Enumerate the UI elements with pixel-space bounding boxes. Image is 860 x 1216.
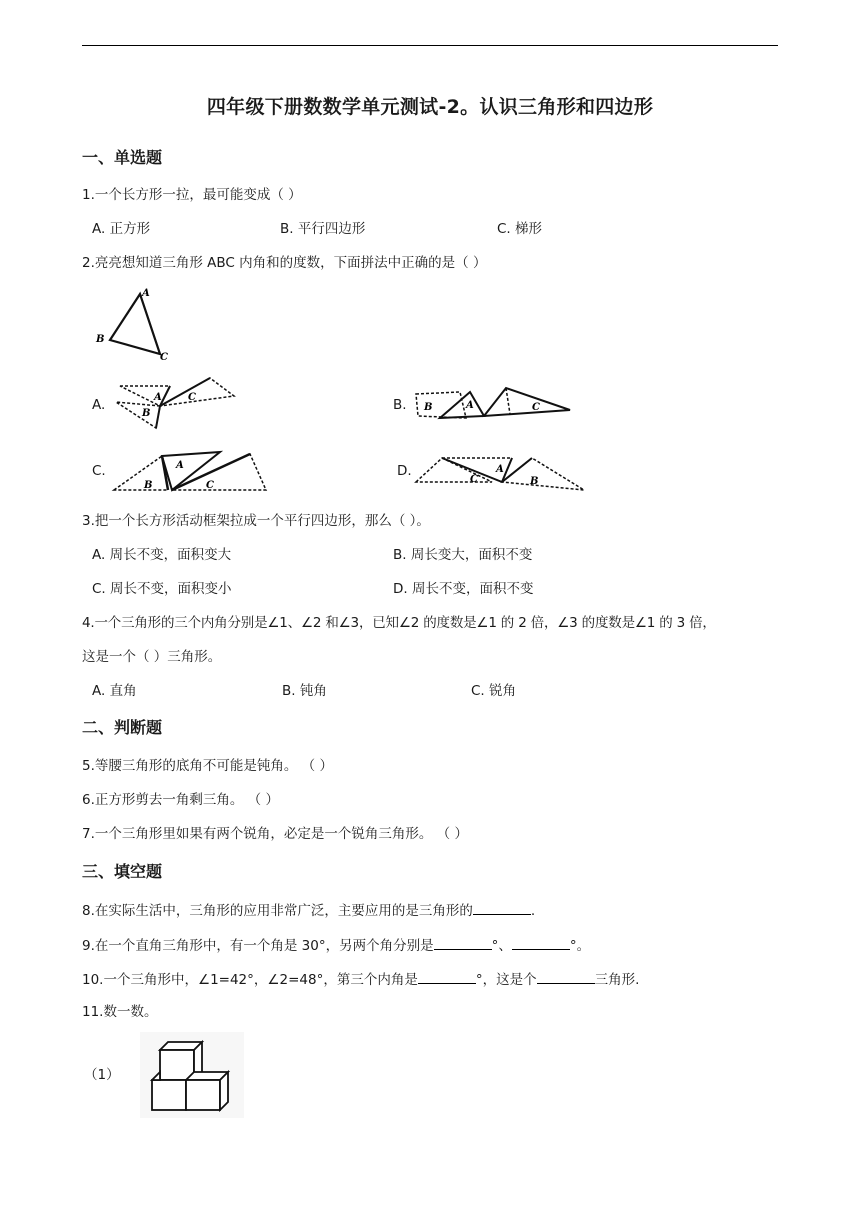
- q4-option-c[interactable]: C. 锐角: [471, 683, 517, 699]
- question-5: 5.等腰三角形的底角不可能是钝角。 （ ）: [82, 758, 333, 774]
- question-1: 1.一个长方形一拉，最可能变成（ ）: [82, 187, 302, 203]
- q8-text-post: .: [530, 903, 536, 919]
- q2-figure-b[interactable]: [410, 384, 574, 424]
- q2-option-c[interactable]: C.: [92, 463, 106, 479]
- section-heading-fill-blank: 三、填空题: [82, 862, 163, 881]
- figa-label-b: B: [142, 408, 151, 419]
- q3-option-c[interactable]: C. 周长不变，面积变小: [92, 581, 232, 597]
- question-6: 6.正方形剪去一角剩三角。 （ ）: [82, 792, 279, 808]
- question-2: 2.亮亮想知道三角形 ABC 内角和的度数，下面拼法中正确的是（ ）: [82, 255, 487, 271]
- vertex-label-c: C: [160, 352, 168, 363]
- page-title: 四年级下册数数学单元测试-2。认识三角形和四边形: [206, 96, 654, 118]
- figa-label-a: A: [154, 392, 162, 403]
- q8-blank[interactable]: [473, 900, 531, 915]
- triangle-abc-figure: [92, 286, 182, 362]
- question-11: 11.数一数。: [82, 1004, 158, 1020]
- header-rule: [82, 45, 778, 46]
- figa-label-c: C: [188, 392, 196, 403]
- q1-option-c[interactable]: C. 梯形: [497, 221, 543, 237]
- q10-text-pre: 10.一个三角形中，∠1=42°，∠2=48°，第三个内角是: [82, 972, 418, 988]
- q9-blank-1[interactable]: [434, 935, 492, 950]
- figd-label-a: A: [496, 464, 504, 475]
- vertex-label-a: A: [142, 288, 150, 299]
- q4-option-a[interactable]: A. 直角: [92, 683, 137, 699]
- q10-text-post: 三角形.: [594, 972, 640, 988]
- q1-option-b[interactable]: B. 平行四边形: [280, 221, 366, 237]
- q9-blank-2[interactable]: [512, 935, 570, 950]
- q8-text-pre: 8.在实际生活中，三角形的应用非常广泛，主要应用的是三角形的: [82, 903, 473, 919]
- q10-text-mid: °，这是个: [475, 972, 537, 988]
- figb-label-b: B: [424, 402, 433, 413]
- figd-label-c: C: [470, 474, 478, 485]
- q2-option-a[interactable]: A.: [92, 397, 106, 413]
- vertex-label-b: B: [96, 334, 105, 345]
- q2-option-d[interactable]: D.: [397, 463, 412, 479]
- q1-option-a[interactable]: A. 正方形: [92, 221, 151, 237]
- figc-label-c: C: [206, 480, 214, 491]
- figd-label-b: B: [530, 476, 539, 487]
- q2-figure-c[interactable]: [110, 448, 270, 494]
- figb-label-c: C: [532, 402, 540, 413]
- question-8: [82, 900, 535, 920]
- q3-option-b[interactable]: B. 周长变大，面积不变: [393, 547, 533, 563]
- q9-text-post: °。: [569, 938, 591, 954]
- question-9: [82, 935, 590, 955]
- figc-label-b: B: [144, 480, 153, 491]
- q11-subquestion-1: （1）: [84, 1067, 120, 1083]
- question-10: [82, 969, 639, 989]
- q10-blank-2[interactable]: [537, 969, 595, 984]
- q9-text-mid: °、: [491, 938, 512, 954]
- question-7: 7.一个三角形里如果有两个锐角，必定是一个锐角三角形。 （ ）: [82, 826, 468, 842]
- figc-label-a: A: [176, 460, 184, 471]
- question-4-line-2: 这是一个（ ）三角形。: [82, 649, 222, 665]
- question-4-line-1: 4.一个三角形的三个内角分别是∠1、∠2 和∠3，已知∠2 的度数是∠1 的 2 倍，∠3 的度数是∠1 的 3 倍，: [82, 615, 716, 631]
- q2-figure-d[interactable]: [412, 452, 588, 494]
- question-3: 3.把一个长方形活动框架拉成一个平行四边形，那么（ ）。: [82, 513, 430, 529]
- q9-text-pre: 9.在一个直角三角形中，有一个角是 30°，另两个角分别是: [82, 938, 434, 954]
- q3-option-d[interactable]: D. 周长不变，面积不变: [393, 581, 534, 597]
- figb-label-a: A: [466, 400, 474, 411]
- section-heading-single-choice: 一、单选题: [82, 148, 163, 167]
- section-heading-true-false: 二、判断题: [82, 718, 163, 737]
- q3-option-a[interactable]: A. 周长不变，面积变大: [92, 547, 232, 563]
- q4-option-b[interactable]: B. 钝角: [282, 683, 327, 699]
- q10-blank-1[interactable]: [418, 969, 476, 984]
- q2-figure-a[interactable]: [112, 374, 240, 432]
- cube-stack-figure: [140, 1032, 244, 1118]
- q2-option-b[interactable]: B.: [393, 397, 407, 413]
